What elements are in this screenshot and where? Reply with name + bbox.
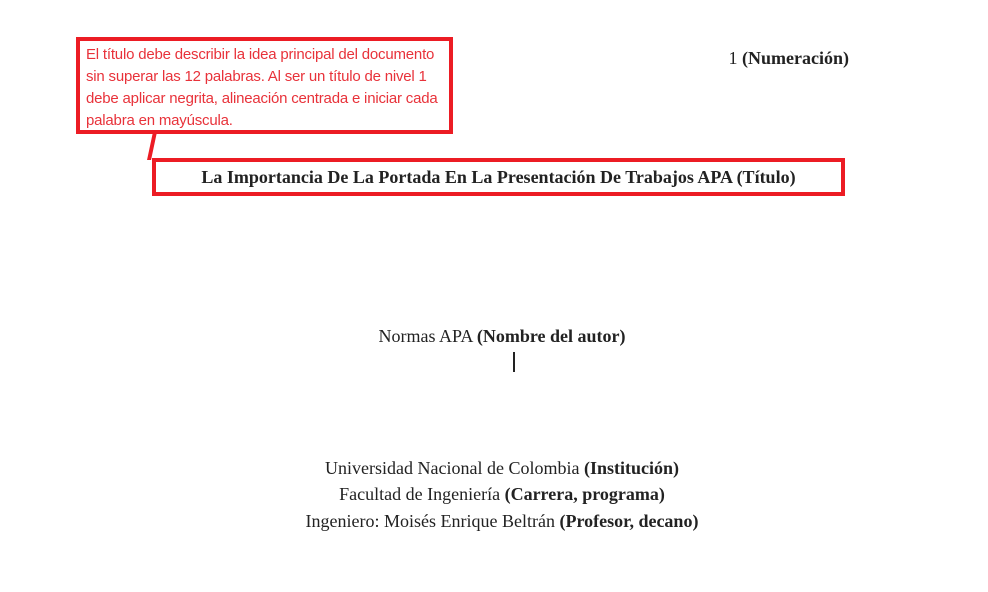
page-number-label: (Numeración) [742, 48, 849, 68]
institution-line [0, 458, 988, 479]
institution-label: (Institución) [583, 458, 679, 478]
callout-connector [147, 132, 157, 160]
author-label: (Nombre del autor) [476, 326, 626, 346]
page-number-value: 1 [728, 48, 738, 68]
professor-name: Ingeniero: Moisés Enrique Beltrán [305, 511, 555, 531]
text-cursor [513, 352, 515, 372]
professor-label: (Profesor, decano) [559, 511, 699, 531]
document-title: La Importancia De La Portada En La Presentación De Trabajos APA (Título) [201, 167, 796, 187]
callout-text: El título debe describir la idea principal del documento sin superar las 12 palabras. Al ser un título de nivel 1 debe aplicar negrita, alineación centrada e iniciar cada palabra en mayúscula. [86, 46, 438, 129]
page-number [729, 48, 849, 69]
program-line [0, 484, 988, 505]
callout-box [76, 37, 453, 134]
program-name: Facultad de Ingeniería [339, 484, 501, 504]
author-line [0, 326, 988, 347]
professor-line [0, 511, 988, 532]
author-name: Normas APA [378, 326, 473, 346]
institution-name: Universidad Nacional de Colombia [325, 458, 580, 478]
program-label: (Carrera, programa) [504, 484, 665, 504]
